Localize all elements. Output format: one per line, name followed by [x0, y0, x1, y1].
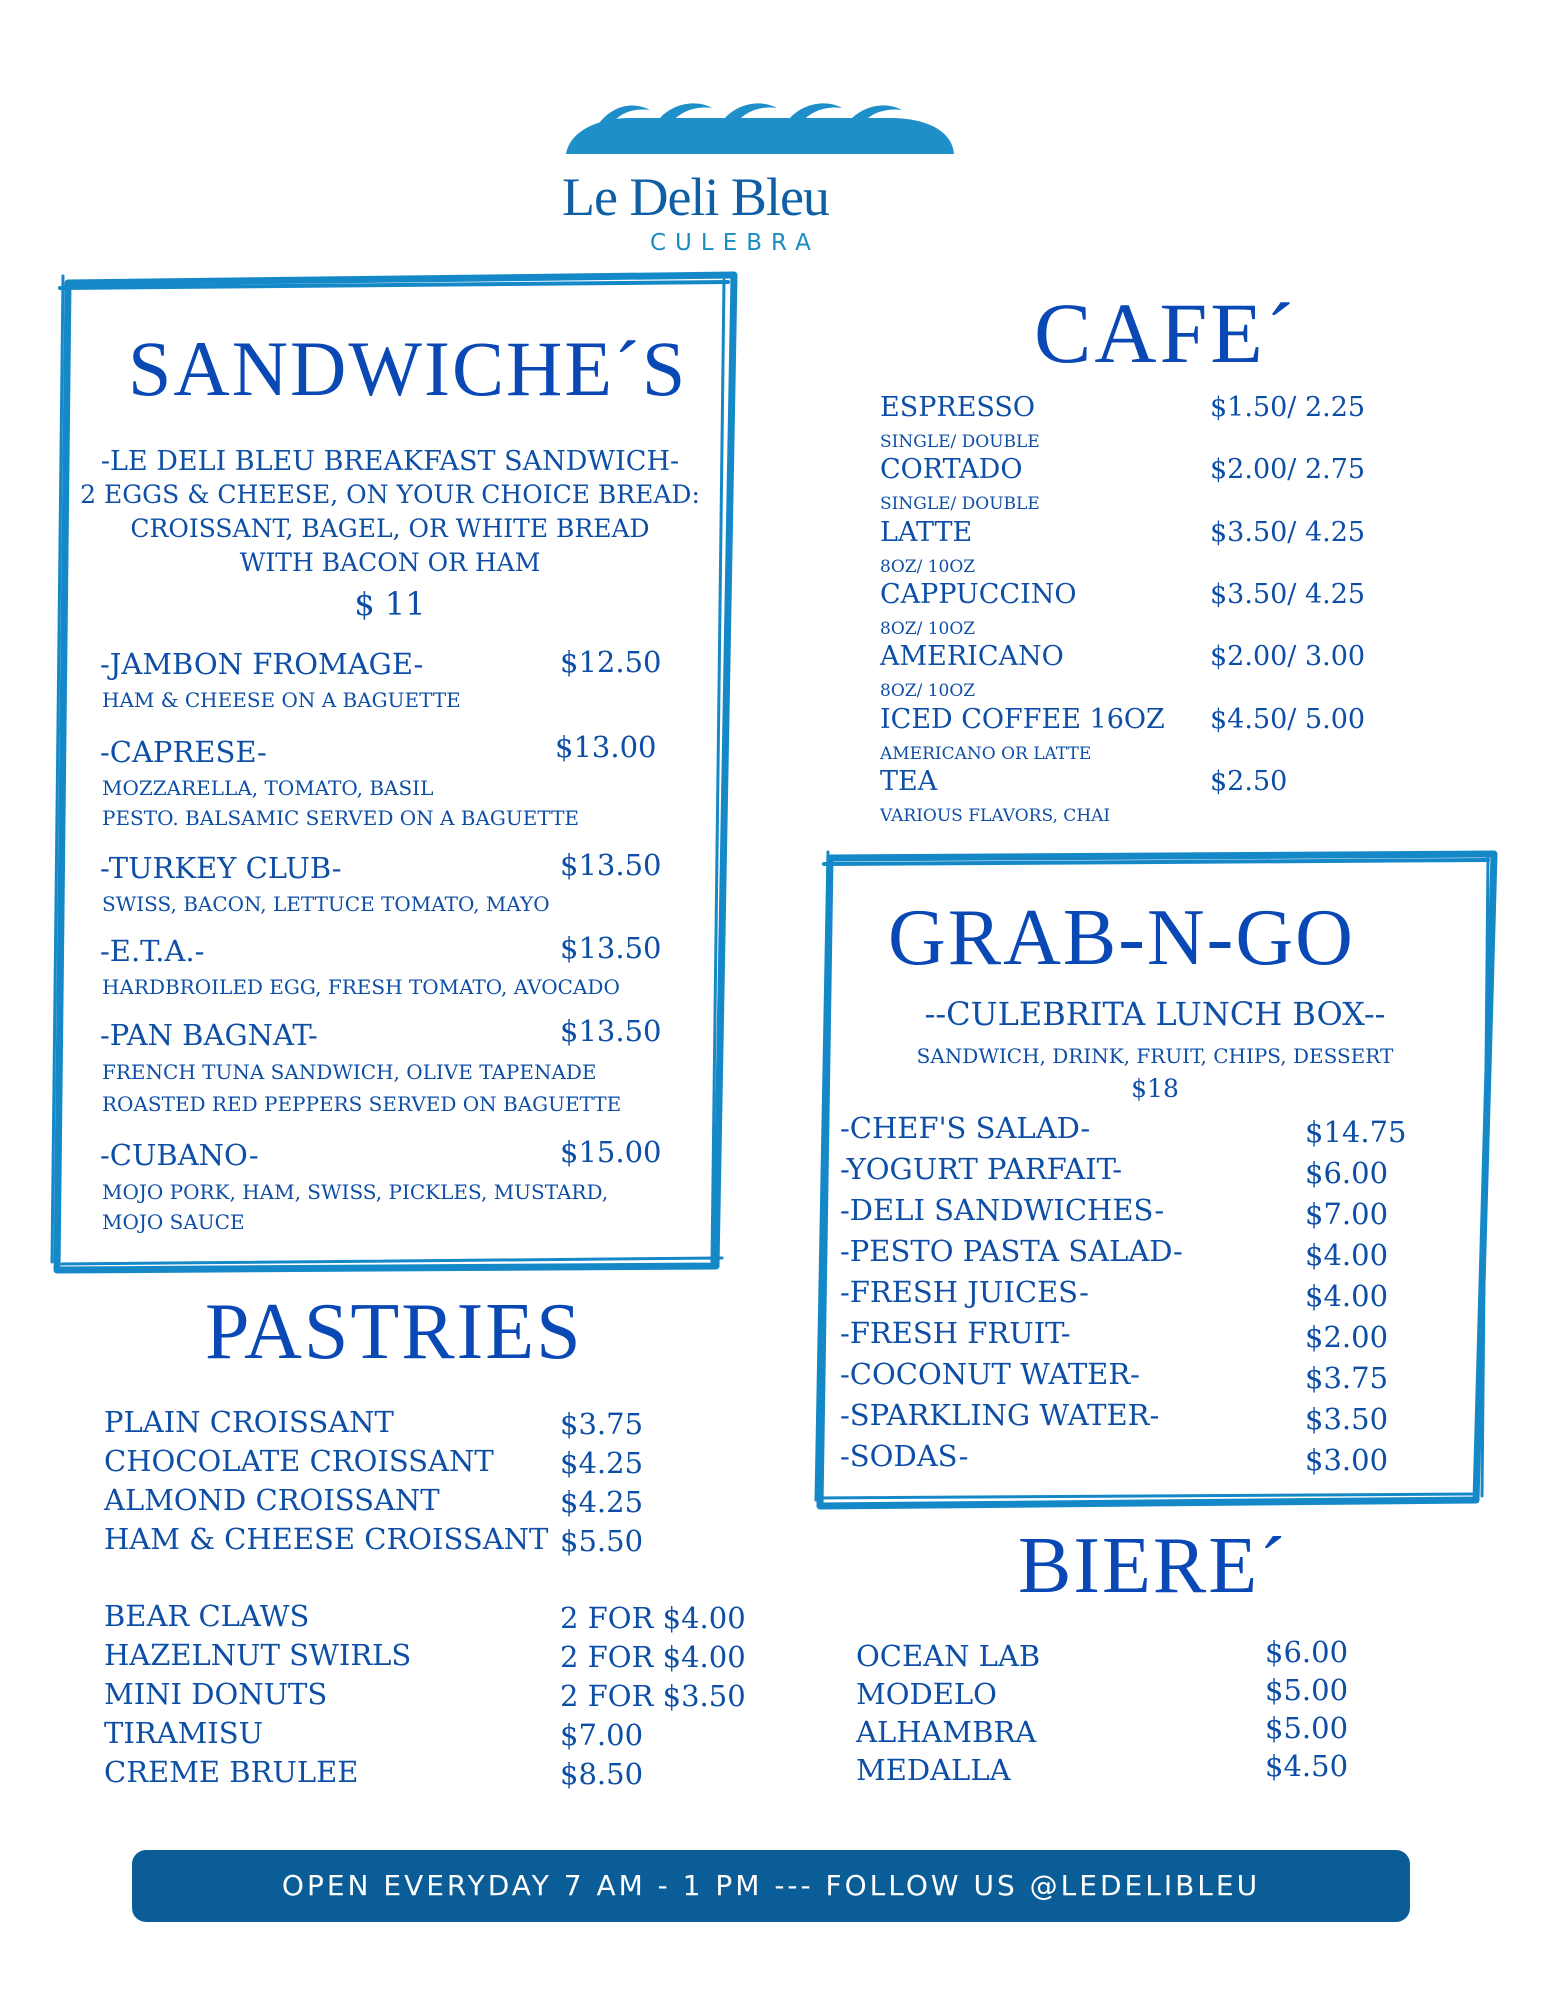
- beer-price: $6.00: [1265, 1635, 1349, 1669]
- pastry-price: 2 FOR $3.50: [560, 1679, 746, 1713]
- grab-item-price: $4.00: [1305, 1238, 1389, 1272]
- grab-item-name: -FRESH JUICES-: [840, 1275, 1089, 1309]
- lunchbox-price: $18: [1131, 1074, 1179, 1103]
- lunchbox-name: --CULEBRITA LUNCH BOX--: [924, 995, 1386, 1033]
- sandwich-price: $12.50: [560, 645, 662, 679]
- grab-item-price: $7.00: [1305, 1197, 1389, 1231]
- pastry-price: $5.50: [560, 1524, 644, 1558]
- sandwich-desc: ROASTED RED PEPPERS SERVED ON BAGUETTE: [102, 1092, 622, 1116]
- cafe-item-sub: VARIOUS FLAVORS, CHAI: [880, 806, 1111, 826]
- pastry-name: ALMOND CROISSANT: [104, 1483, 440, 1517]
- pastry-price: $8.50: [560, 1757, 644, 1791]
- lunchbox-desc: SANDWICH, DRINK, FRUIT, CHIPS, DESSERT: [916, 1044, 1394, 1068]
- breakfast-line: 2 EGGS & CHEESE, ON YOUR CHOICE BREAD:: [80, 480, 700, 509]
- breakfast-line: WITH BACON OR HAM: [239, 548, 541, 577]
- grab-item-name: -SODAS-: [840, 1439, 969, 1473]
- sandwich-desc: HARDBROILED EGG, FRESH TOMATO, AVOCADO: [102, 975, 620, 999]
- pastry-name: CREME BRULEE: [104, 1755, 359, 1789]
- grab-item-price: $14.75: [1305, 1115, 1407, 1149]
- cafe-item-price: $2.50: [1210, 766, 1288, 797]
- cafe-item-name: CORTADO: [880, 454, 1023, 485]
- grab-item-name: -DELI SANDWICHES-: [840, 1193, 1165, 1227]
- grab-item-name: -PESTO PASTA SALAD-: [840, 1234, 1183, 1268]
- sandwich-desc: MOZZARELLA, TOMATO, BASIL: [102, 776, 434, 800]
- breakfast-price: $ 11: [354, 585, 426, 623]
- sandwich-name: -CUBANO-: [100, 1138, 259, 1172]
- breakfast-line: -LE DELI BLEU BREAKFAST SANDWICH-: [100, 446, 680, 477]
- grab-item-price: $3.75: [1305, 1361, 1389, 1395]
- breakfast-sandwich: [80, 446, 700, 623]
- sandwich-desc: PESTO. BALSAMIC SERVED ON A BAGUETTE: [102, 806, 580, 830]
- cafe-item-sub: SINGLE/ DOUBLE: [880, 494, 1040, 514]
- cafe-item-sub: 8OZ/ 10OZ: [880, 619, 976, 639]
- pastry-name: CHOCOLATE CROISSANT: [104, 1444, 494, 1478]
- cafe-title: CAFE´: [1034, 285, 1298, 381]
- sandwich-price: $13.50: [560, 1014, 662, 1048]
- sandwich-desc: HAM & CHEESE ON A BAGUETTE: [102, 688, 461, 712]
- grab-item-price: $2.00: [1305, 1320, 1389, 1354]
- cafe-item-name: TEA: [880, 766, 938, 797]
- sandwich-name: -PAN BAGNAT-: [100, 1018, 318, 1052]
- cafe-item-name: AMERICANO: [880, 641, 1064, 672]
- footer-banner: [132, 1850, 1410, 1922]
- beer-name: MEDALLA: [856, 1753, 1011, 1787]
- breakfast-line: CROISSANT, BAGEL, OR WHITE BREAD: [130, 514, 650, 543]
- grab-item-name: -COCONUT WATER-: [840, 1357, 1140, 1391]
- cafe-item-price: $2.00/ 2.75: [1210, 454, 1366, 485]
- sandwich-name: -JAMBON FROMAGE-: [100, 647, 424, 681]
- pastry-name: BEAR CLAWS: [104, 1599, 310, 1633]
- pastry-name: TIRAMISU: [104, 1716, 264, 1750]
- grab-item-price: $3.50: [1305, 1402, 1389, 1436]
- cafe-item-name: CAPPUCCINO: [880, 579, 1077, 610]
- cafe-item-sub: 8OZ/ 10OZ: [880, 681, 976, 701]
- grab-item-name: -FRESH FRUIT-: [840, 1316, 1071, 1350]
- beer-price: $5.00: [1265, 1673, 1349, 1707]
- cafe-item-price: $1.50/ 2.25: [1210, 392, 1366, 423]
- grab-item-name: -SPARKLING WATER-: [840, 1398, 1160, 1432]
- sandwich-desc: MOJO PORK, HAM, SWISS, PICKLES, MUSTARD,: [102, 1180, 609, 1204]
- cafe-item-price: $4.50/ 5.00: [1210, 704, 1366, 735]
- sandwich-desc: SWISS, BACON, LETTUCE TOMATO, MAYO: [102, 892, 550, 916]
- footer-text: OPEN EVERYDAY 7 AM - 1 PM --- FOLLOW US @LEDELIBLEU: [281, 1869, 1261, 1902]
- cafe-item-name: ESPRESSO: [880, 392, 1036, 423]
- pastry-name: PLAIN CROISSANT: [104, 1405, 394, 1439]
- pastry-price: 2 FOR $4.00: [560, 1601, 746, 1635]
- beer-name: OCEAN LAB: [856, 1639, 1041, 1673]
- pastry-price: $3.75: [560, 1407, 644, 1441]
- sandwich-price: $13.50: [560, 848, 662, 882]
- grab-item-name: -CHEF'S SALAD-: [840, 1111, 1091, 1145]
- sandwich-price: $13.00: [555, 730, 657, 764]
- sandwich-desc: FRENCH TUNA SANDWICH, OLIVE TAPENADE: [102, 1060, 597, 1084]
- sandwich-price: $13.50: [560, 931, 662, 965]
- grab-item-price: $6.00: [1305, 1156, 1389, 1190]
- cafe-item-name: LATTE: [880, 517, 973, 548]
- pastries-title: PASTRIES: [205, 1288, 583, 1376]
- cafe-item-sub: AMERICANO OR LATTE: [880, 744, 1092, 764]
- sandwich-desc: MOJO SAUCE: [102, 1210, 245, 1234]
- beer-price: $5.00: [1265, 1711, 1349, 1745]
- sandwich-name: -E.T.A.-: [100, 934, 205, 968]
- sandwich-price: $15.00: [560, 1135, 662, 1169]
- cafe-item-price: $3.50/ 4.25: [1210, 579, 1366, 610]
- beer-name: MODELO: [856, 1677, 997, 1711]
- pastry-name: HAM & CHEESE CROISSANT: [104, 1522, 549, 1556]
- beer-price: $4.50: [1265, 1749, 1349, 1783]
- grab-item-name: -YOGURT PARFAIT-: [840, 1152, 1123, 1186]
- sandwich-name: -TURKEY CLUB-: [100, 851, 342, 885]
- cafe-item-price: $3.50/ 4.25: [1210, 517, 1366, 548]
- brand-name: Le Deli Bleu: [562, 167, 829, 227]
- pastry-price: 2 FOR $4.00: [560, 1640, 746, 1674]
- sandwich-name: -CAPRESE-: [100, 735, 267, 769]
- biere-title: BIERE´: [1018, 1522, 1288, 1610]
- grab-title: GRAB-N-GO: [888, 894, 1355, 982]
- brand-location: CULEBRA: [650, 230, 820, 256]
- grab-item-price: $4.00: [1305, 1279, 1389, 1313]
- pastry-price: $7.00: [560, 1718, 644, 1752]
- sandwiches-title: SANDWICHE´S: [128, 325, 688, 412]
- cafe-item-price: $2.00/ 3.00: [1210, 641, 1366, 672]
- cafe-item-sub: SINGLE/ DOUBLE: [880, 432, 1040, 452]
- pastry-name: HAZELNUT SWIRLS: [104, 1638, 412, 1672]
- beer-name: ALHAMBRA: [856, 1715, 1037, 1749]
- pastry-price: $4.25: [560, 1485, 644, 1519]
- cafe-item-name: ICED COFFEE 16OZ: [880, 704, 1165, 735]
- pastry-price: $4.25: [560, 1446, 644, 1480]
- pastry-name: MINI DONUTS: [104, 1677, 328, 1711]
- cafe-item-sub: 8OZ/ 10OZ: [880, 557, 976, 577]
- grab-item-price: $3.00: [1305, 1443, 1389, 1477]
